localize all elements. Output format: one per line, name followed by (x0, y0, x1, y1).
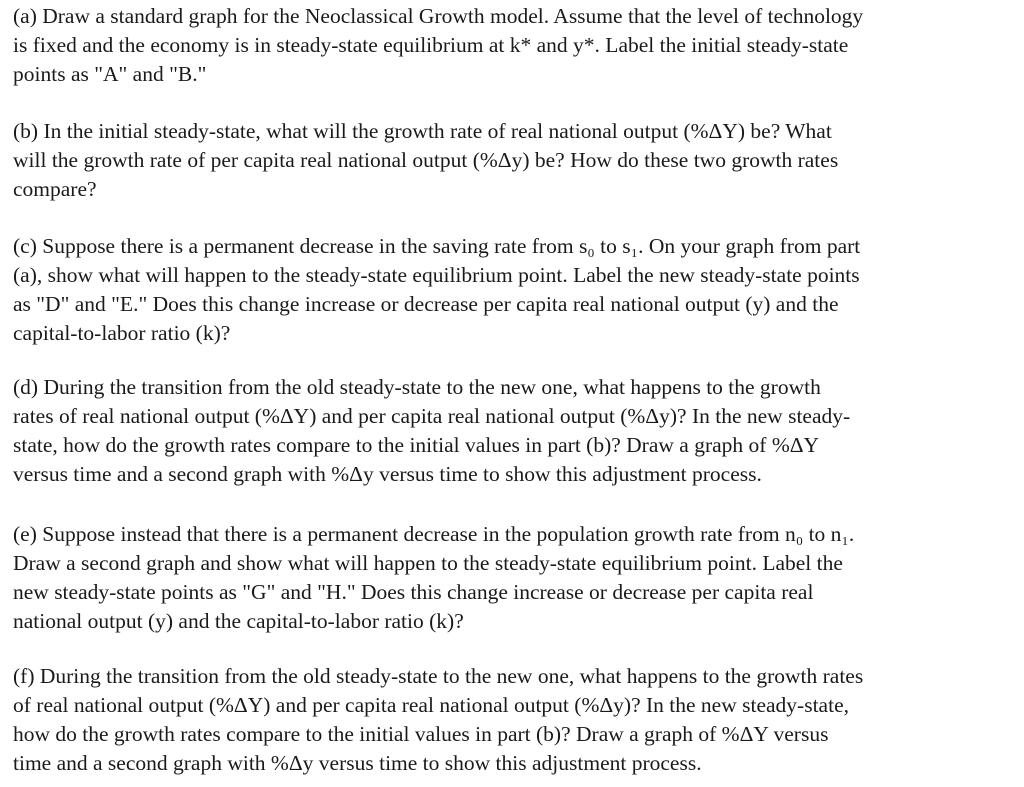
question-line: compare? (13, 177, 97, 201)
question-b (13, 117, 998, 204)
question-line: versus time and a second graph with %Δy versus time to show this adjustment process. (13, 462, 762, 486)
question-line: (b) In the initial steady-state, what will the growth rate of real national output (%ΔY) be? What (13, 119, 832, 143)
question-line: new steady-state points as "G" and "H." Does this change increase or decrease per capita real (13, 580, 814, 604)
question-line: (a), show what will happen to the steady-state equilibrium point. Label the new steady-state points (13, 263, 860, 287)
question-line: of real national output (%ΔY) and per capita real national output (%Δy)? In the new steady-state, (13, 693, 849, 717)
question-c (13, 232, 998, 348)
question-line: (a) Draw a standard graph for the Neoclassical Growth model. Assume that the level of technology (13, 4, 864, 28)
question-line: (e) Suppose instead that there is a permanent decrease in the population growth rate from n₀ to n₁. (13, 522, 855, 546)
question-line: as "D" and "E." Does this change increase or decrease per capita real national output (y) and the (13, 292, 839, 316)
question-line: is fixed and the economy is in steady-state equilibrium at k* and y*. Label the initial steady-state (13, 33, 849, 57)
question-line: state, how do the growth rates compare to the initial values in part (b)? Draw a graph of %ΔY (13, 433, 820, 457)
question-line: rates of real national output (%ΔY) and per capita real national output (%Δy)? In the new steady- (13, 404, 851, 428)
question-f (13, 662, 998, 778)
question-line: will the growth rate of per capita real national output (%Δy) be? How do these two growth rates (13, 148, 839, 172)
question-line: national output (y) and the capital-to-labor ratio (k)? (13, 609, 464, 633)
question-d (13, 373, 998, 489)
question-line: capital-to-labor ratio (k)? (13, 321, 231, 345)
question-line: (f) During the transition from the old steady-state to the new one, what happens to the growth rates (13, 664, 864, 688)
question-line: (c) Suppose there is a permanent decrease in the saving rate from s₀ to s₁. On your graph from part (13, 234, 861, 258)
question-line: points as "A" and "B." (13, 62, 207, 86)
question-line: how do the growth rates compare to the initial values in part (b)? Draw a graph of %ΔY versus (13, 722, 829, 746)
question-line: Draw a second graph and show what will happen to the steady-state equilibrium point. Label the (13, 551, 843, 575)
question-a (13, 2, 998, 89)
question-line: time and a second graph with %Δy versus time to show this adjustment process. (13, 751, 702, 775)
question-e (13, 520, 998, 636)
question-line: (d) During the transition from the old steady-state to the new one, what happens to the growth (13, 375, 821, 399)
